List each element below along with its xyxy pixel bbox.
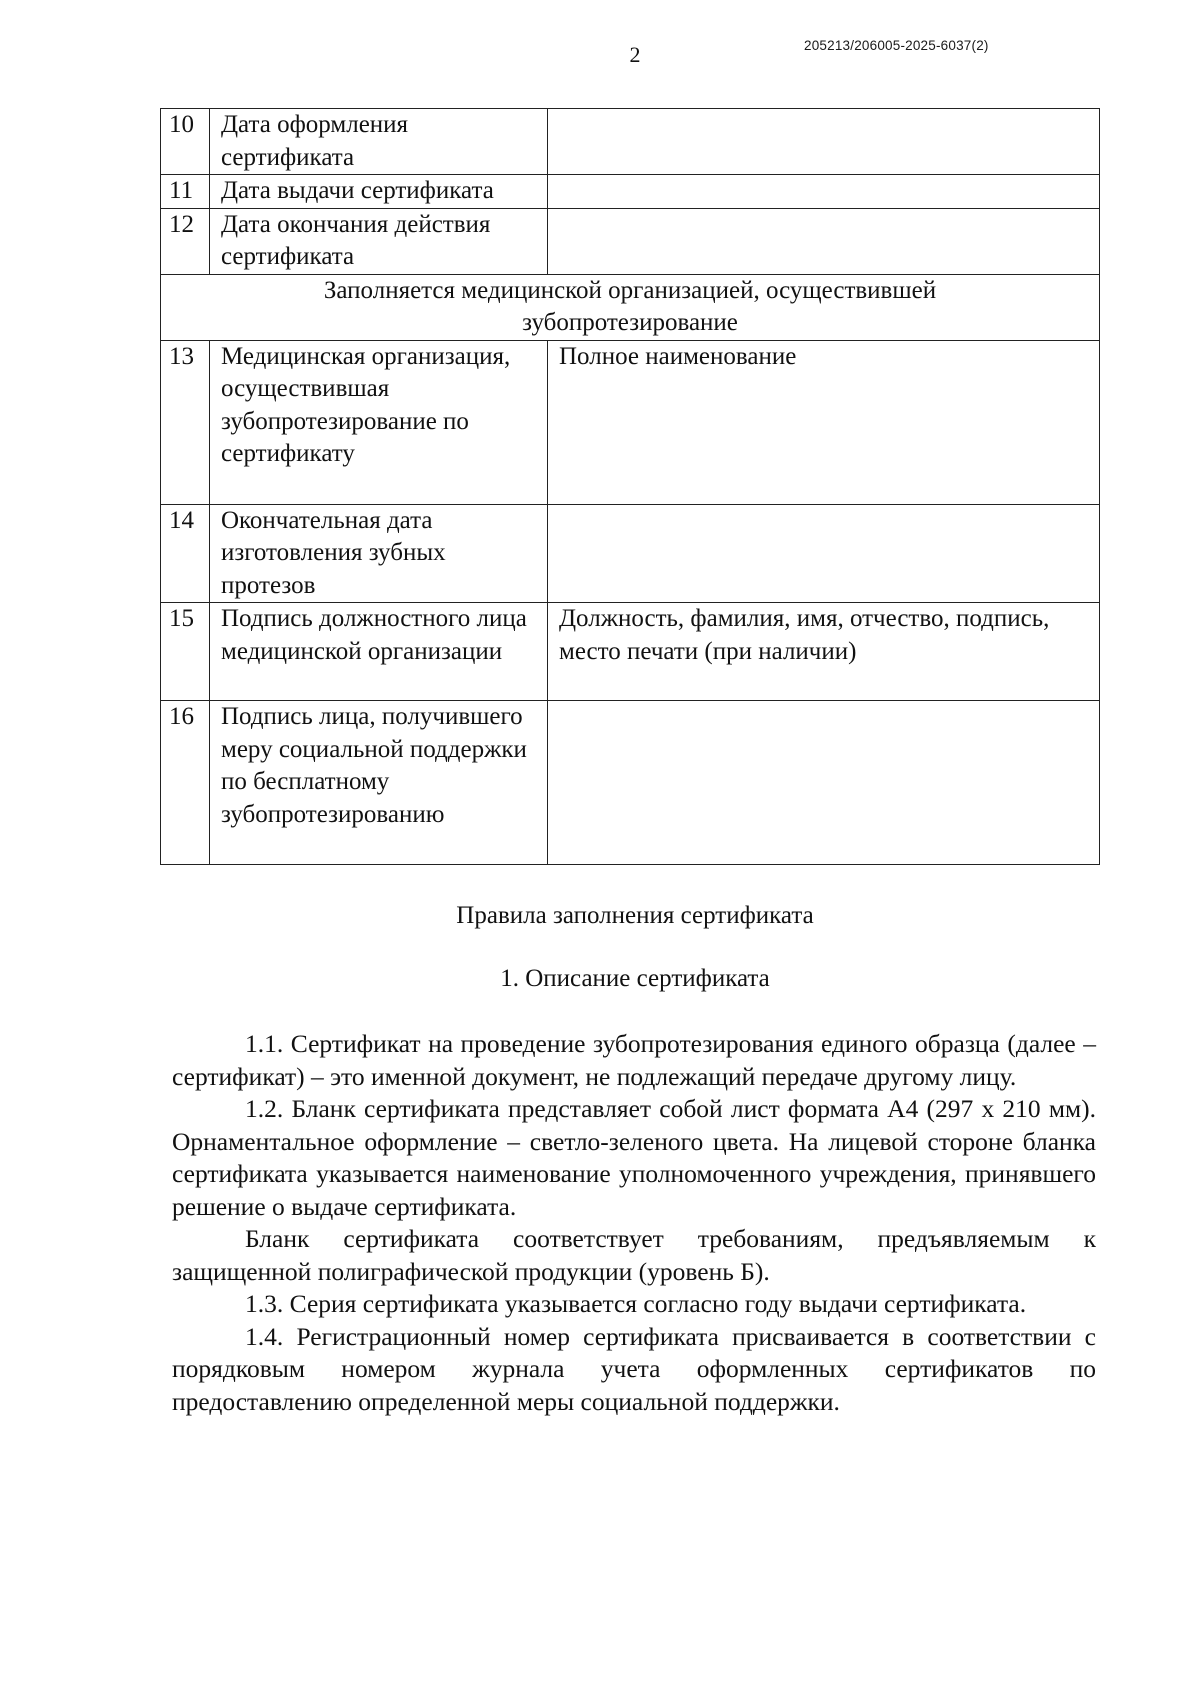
row-value: Должность, фамилия, имя, отчество, подпись, место печати (при наличии) bbox=[548, 603, 1100, 701]
row-value bbox=[548, 504, 1100, 603]
paragraph: 1.1. Сертификат на проведение зубопротезирования единого образца (далее – сертификат) – это именной документ, не подлежащий передаче другому лицу. bbox=[172, 1029, 1096, 1091]
row-value bbox=[548, 175, 1100, 209]
rules-title: Правила заполнения сертификата bbox=[456, 902, 814, 929]
row-label: Медицинская организация, осуществившая зубопротезирование по сертификату bbox=[210, 340, 548, 504]
paragraph: Бланк сертификата соответствует требованиям, предъявляемым к защищенной полиграфической продукции (уровень Б). bbox=[172, 1224, 1096, 1286]
row-value bbox=[548, 109, 1100, 175]
row-value bbox=[548, 701, 1100, 865]
certificate-table bbox=[160, 108, 1100, 865]
row-label: Дата оформления сертификата bbox=[210, 109, 548, 175]
row-number: 14 bbox=[161, 504, 210, 603]
row-value bbox=[548, 208, 1100, 274]
row-number: 13 bbox=[161, 340, 210, 504]
section-heading: 1. Описание сертификата bbox=[500, 965, 770, 992]
rules-body bbox=[172, 1028, 1096, 1418]
table-row bbox=[161, 504, 1100, 603]
row-label: Окончательная дата изготовления зубных протезов bbox=[210, 504, 548, 603]
row-label: Дата выдачи сертификата bbox=[210, 175, 548, 209]
row-number: 15 bbox=[161, 603, 210, 701]
section-row bbox=[161, 274, 1100, 340]
table-row bbox=[161, 701, 1100, 865]
table-row bbox=[161, 175, 1100, 209]
paragraph: 1.3. Серия сертификата указывается согласно году выдачи сертификата. bbox=[245, 1289, 1027, 1318]
table-row bbox=[161, 109, 1100, 175]
page-number: 2 bbox=[629, 42, 641, 67]
row-label: Подпись лица, получившего меру социальной поддержки по бесплатному зубопротезированию bbox=[210, 701, 548, 865]
row-number: 10 bbox=[161, 109, 210, 175]
row-label: Дата окончания действия сертификата bbox=[210, 208, 548, 274]
table-row bbox=[161, 340, 1100, 504]
row-value: Полное наименование bbox=[548, 340, 1100, 504]
table-row bbox=[161, 208, 1100, 274]
table-row bbox=[161, 603, 1100, 701]
document-reference: 205213/206005-2025-6037(2) bbox=[804, 38, 989, 53]
paragraph: 1.2. Бланк сертификата представляет собой лист формата А4 (297 х 210 мм). Орнаментальное оформление – светло-зеленого цвета. На лицевой стороне бланка сертификата указывается наименование уполномоченного учреждения, принявшего решение о выдаче сертификата. bbox=[172, 1094, 1096, 1221]
paragraph: 1.4. Регистрационный номер сертификата присваивается в соответствии с порядковым номером журнала учета оформленных сертификатов по предоставлению определенной меры социальной поддержки. bbox=[172, 1321, 1096, 1416]
row-label: Подпись должностного лица медицинской организации bbox=[210, 603, 548, 701]
row-number: 12 bbox=[161, 208, 210, 274]
row-number: 16 bbox=[161, 701, 210, 865]
row-number: 11 bbox=[161, 175, 210, 209]
section-title: Заполняется медицинской организацией, осуществившей зубопротезирование bbox=[161, 274, 1100, 340]
